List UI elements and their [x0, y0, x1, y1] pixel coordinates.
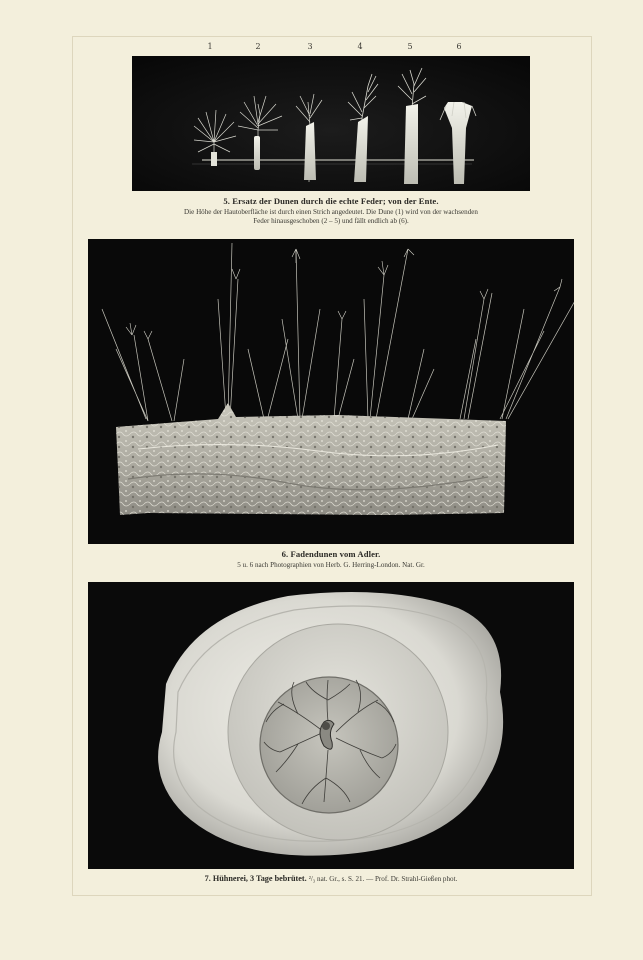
hen-egg-illustration: [88, 582, 574, 869]
feather-number-2: 2: [255, 42, 261, 51]
feather-number-5: 5: [407, 42, 413, 51]
plate5-title: 5. Ersatz der Dunen durch die echte Feder; von der Ente.: [223, 196, 439, 206]
plate6-title: 6. Fadendunen vom Adler.: [281, 549, 381, 559]
feather-number-row: [0, 42, 643, 56]
eagle-filoplume-photo: [88, 239, 574, 544]
plate7-credit: ²/₃ nat. Gr., s. S. 21. — Prof. Dr. Strahl-Gießen phot.: [308, 875, 458, 883]
plate7-title: 7. Hühnerei, 3 Tage bebrütet.: [204, 874, 307, 883]
plate5-caption-line-2: Feder hinausgeschoben (2 – 5) und fällt endlich ab (6).: [253, 217, 409, 225]
plate7-caption: [72, 874, 590, 883]
plate6-credit: 5 u. 6 nach Photographien von Herb. G. Herring-London. Nat. Gr.: [237, 561, 425, 569]
feather-number-3: 3: [307, 42, 313, 51]
feather-number-4: 4: [357, 42, 363, 51]
feather-number-6: 6: [456, 42, 462, 51]
hen-egg-photo: [88, 582, 574, 869]
duck-feather-illustration: [132, 56, 530, 191]
feather-number-1: 1: [207, 42, 213, 51]
duck-feather-photo: [132, 56, 530, 191]
plate5-caption-line-1: Die Höhe der Hautoberfläche ist durch einen Strich angedeutet. Die Dune (1) wird von der wachsenden: [184, 208, 478, 216]
eagle-skin-illustration: [88, 239, 574, 544]
